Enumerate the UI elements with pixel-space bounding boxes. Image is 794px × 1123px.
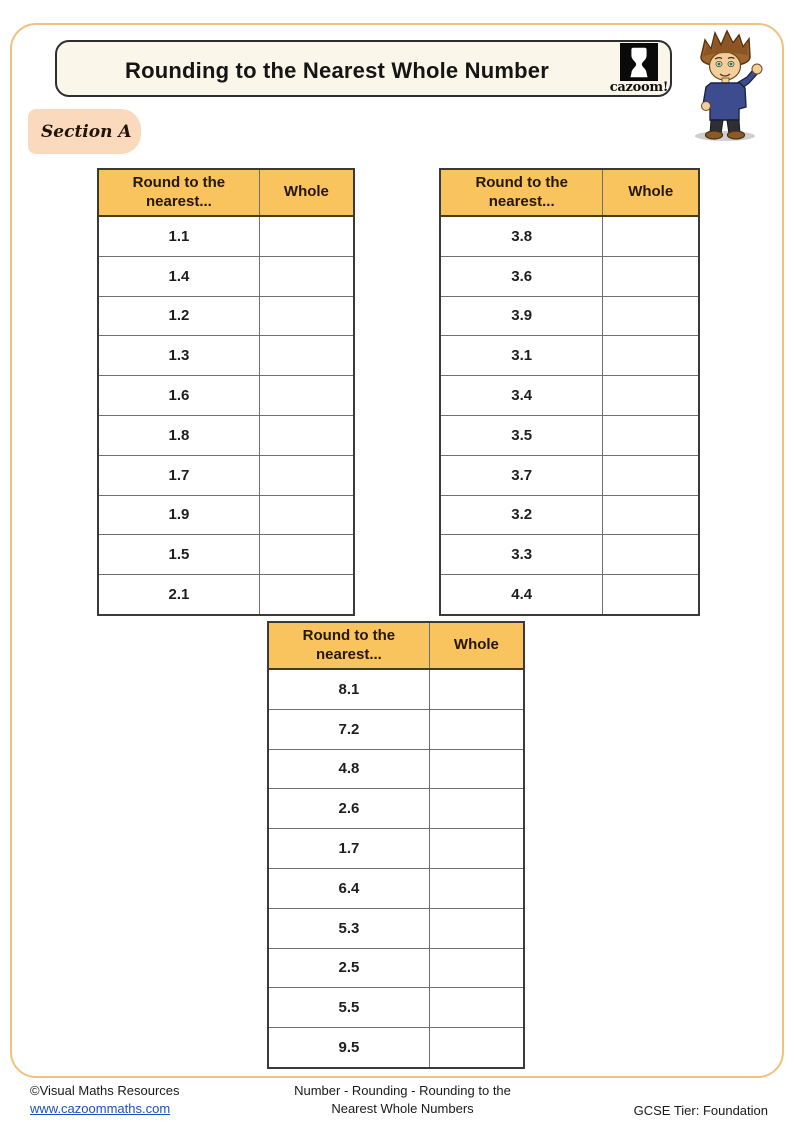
decimal-value-cell: 3.6 (440, 256, 603, 296)
round-to-nearest-header: Round to the nearest... (440, 169, 603, 216)
answer-cell (259, 535, 354, 575)
table-row (268, 669, 524, 709)
decimal-value-cell: 1.2 (98, 296, 259, 336)
answer-cell (429, 669, 524, 709)
answer-cell (429, 1028, 524, 1068)
decimal-value-cell: 3.2 (440, 495, 603, 535)
decimal-value-cell: 1.7 (98, 455, 259, 495)
answer-cell (603, 575, 699, 615)
decimal-value-cell: 3.4 (440, 376, 603, 416)
table-row (440, 376, 699, 416)
decimal-value-cell: 8.1 (268, 669, 429, 709)
answer-cell (259, 216, 354, 256)
table-row (440, 256, 699, 296)
table-row (440, 535, 699, 575)
answer-cell (429, 749, 524, 789)
decimal-value-cell: 1.8 (98, 415, 259, 455)
answer-cell (603, 336, 699, 376)
table-row (268, 868, 524, 908)
decimal-value-cell: 6.4 (268, 868, 429, 908)
cartoon-boy-mascot-icon (683, 27, 773, 147)
answer-cell (429, 789, 524, 829)
table-row (440, 216, 699, 256)
decimal-value-cell: 2.1 (98, 575, 259, 615)
decimal-value-cell: 7.2 (268, 709, 429, 749)
answer-cell (603, 216, 699, 256)
decimal-value-cell: 2.6 (268, 789, 429, 829)
whole-header: Whole (259, 169, 354, 216)
table-row (98, 455, 354, 495)
table-row (98, 336, 354, 376)
decimal-value-cell: 5.3 (268, 908, 429, 948)
answer-cell (259, 495, 354, 535)
decimal-value-cell: 1.6 (98, 376, 259, 416)
table-row (440, 455, 699, 495)
title-box (55, 40, 672, 97)
answer-cell (429, 868, 524, 908)
table-row (98, 376, 354, 416)
answer-cell (603, 415, 699, 455)
section-a-label: Section A (41, 121, 132, 142)
decimal-value-cell: 1.5 (98, 535, 259, 575)
rounding-table-3 (267, 621, 525, 1069)
table-row (268, 948, 524, 988)
answer-cell (429, 709, 524, 749)
cazoom-hourglass-icon (607, 43, 671, 81)
answer-cell (603, 495, 699, 535)
page-title: Rounding to the Nearest Whole Number (125, 58, 549, 83)
rounding-table-2 (439, 168, 700, 616)
answer-cell (259, 256, 354, 296)
table-row (98, 415, 354, 455)
decimal-value-cell: 4.8 (268, 749, 429, 789)
website-link[interactable]: www.cazoommaths.com (30, 1101, 171, 1116)
rounding-table-1 (97, 168, 355, 616)
decimal-value-cell: 2.5 (268, 948, 429, 988)
footer-credits (30, 1082, 180, 1118)
answer-cell (259, 376, 354, 416)
answer-cell (259, 296, 354, 336)
table-row (440, 336, 699, 376)
decimal-value-cell: 3.3 (440, 535, 603, 575)
decimal-value-cell: 3.7 (440, 455, 603, 495)
section-a-badge (28, 109, 141, 154)
cazoom-logo-text: cazoom! (609, 80, 669, 95)
decimal-value-cell: 3.9 (440, 296, 603, 336)
decimal-value-cell: 9.5 (268, 1028, 429, 1068)
answer-cell (259, 455, 354, 495)
topic-line-1: Number - Rounding - Rounding to the (294, 1083, 511, 1098)
decimal-value-cell: 3.1 (440, 336, 603, 376)
answer-cell (603, 535, 699, 575)
decimal-value-cell: 1.1 (98, 216, 259, 256)
answer-cell (429, 908, 524, 948)
table-row (98, 296, 354, 336)
table-row (440, 296, 699, 336)
gcse-tier-label: GCSE Tier: Foundation (633, 1103, 768, 1118)
cazoom-logo (607, 43, 671, 95)
answer-cell (429, 829, 524, 869)
answer-cell (429, 988, 524, 1028)
table-row (440, 575, 699, 615)
table-row (98, 256, 354, 296)
whole-header: Whole (603, 169, 699, 216)
table-row (440, 415, 699, 455)
table-row (268, 709, 524, 749)
answer-cell (259, 336, 354, 376)
answer-cell (603, 376, 699, 416)
decimal-value-cell: 5.5 (268, 988, 429, 1028)
round-to-nearest-header: Round to the nearest... (98, 169, 259, 216)
decimal-value-cell: 1.7 (268, 829, 429, 869)
table-row (440, 495, 699, 535)
whole-header: Whole (429, 622, 524, 669)
decimal-value-cell: 1.9 (98, 495, 259, 535)
table-row (98, 495, 354, 535)
table-row (268, 988, 524, 1028)
decimal-value-cell: 3.8 (440, 216, 603, 256)
answer-cell (603, 455, 699, 495)
table-row (98, 216, 354, 256)
decimal-value-cell: 1.4 (98, 256, 259, 296)
decimal-value-cell: 3.5 (440, 415, 603, 455)
round-to-nearest-header: Round to the nearest... (268, 622, 429, 669)
table-row (268, 749, 524, 789)
table-row (98, 535, 354, 575)
table-row (268, 829, 524, 869)
decimal-value-cell: 4.4 (440, 575, 603, 615)
answer-cell (259, 415, 354, 455)
answer-cell (429, 948, 524, 988)
answer-cell (603, 256, 699, 296)
table-row (268, 1028, 524, 1068)
footer-topic (250, 1082, 555, 1118)
table-row (268, 908, 524, 948)
table-row (268, 789, 524, 829)
topic-line-2: Nearest Whole Numbers (331, 1101, 474, 1116)
table-row (98, 575, 354, 615)
answer-cell (259, 575, 354, 615)
decimal-value-cell: 1.3 (98, 336, 259, 376)
copyright-text: ©Visual Maths Resources (30, 1083, 180, 1098)
answer-cell (603, 296, 699, 336)
